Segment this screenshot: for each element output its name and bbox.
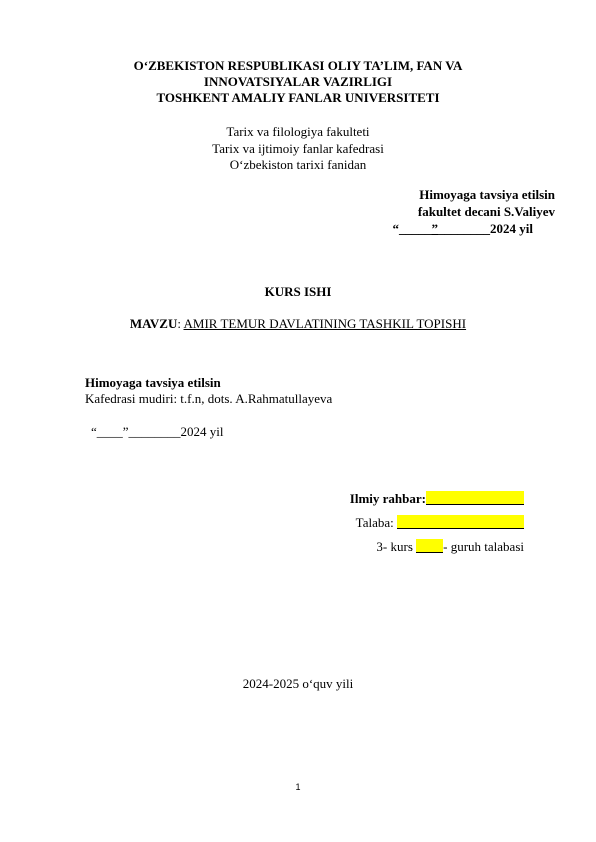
group-line <box>350 535 524 559</box>
header-line-2: INNOVATSIYALAR VAZIRLIGI <box>203 74 393 89</box>
subject-name: O‘zbekiston tarixi fanidan <box>229 157 367 172</box>
department-approval <box>85 375 332 440</box>
topic-title: AMIR TEMUR DAVLATINING TASHKIL TOPISHI <box>183 316 467 331</box>
dean-approval-title: Himoyaga tavsiya etilsin <box>419 187 555 202</box>
date-open-quote: “ <box>392 221 400 236</box>
dean-approval-date <box>393 220 533 237</box>
student-line <box>350 511 524 535</box>
supervisor-blank <box>426 491 524 505</box>
academic-year: 2024-2025 o‘quv yili <box>242 676 354 691</box>
page-number: 1 <box>295 782 301 792</box>
header-line-1: O‘ZBEKISTON RESPUBLIKASI OLIY TA’LIM, FAN VA <box>133 58 463 73</box>
student-label: Talaba: <box>355 515 397 530</box>
topic-label: MAVZU <box>129 316 178 331</box>
date-year: 2024 yil <box>490 221 533 236</box>
supervisor-line <box>350 487 524 511</box>
ministry-header <box>0 58 596 106</box>
department-approval-date: “____”________2024 yil <box>91 424 224 439</box>
faculty-name: Tarix va filologiya fakulteti <box>226 124 370 139</box>
date-month-blank: ________ <box>438 221 491 236</box>
department-signer: Kafedrasi mudiri: t.f.n, dots. A.Rahmatullayeva <box>85 391 333 406</box>
signature-block <box>350 487 524 559</box>
group-suffix: - guruh talabasi <box>443 539 524 554</box>
department-approval-title: Himoyaga tavsiya etilsin <box>85 375 221 390</box>
faculty-info <box>0 124 596 174</box>
student-blank <box>397 515 524 529</box>
group-blank <box>416 539 443 553</box>
document-type-title: KURS ISHI <box>264 284 332 299</box>
group-prefix: 3- kurs <box>376 539 417 554</box>
topic-separator: : <box>177 316 184 331</box>
supervisor-label: Ilmiy rahbar: <box>349 491 426 506</box>
department-name: Tarix va ijtimoiy fanlar kafedrasi <box>212 140 384 156</box>
dean-signer: fakultet decani S.Valiyev <box>417 204 555 219</box>
topic-line <box>0 316 596 332</box>
date-close-quote: ” <box>431 221 439 236</box>
header-line-3: TOSHKENT AMALIY FANLAR UNIVERSITETI <box>156 90 440 105</box>
date-day-blank: _____ <box>399 221 432 236</box>
dean-approval <box>393 186 555 237</box>
